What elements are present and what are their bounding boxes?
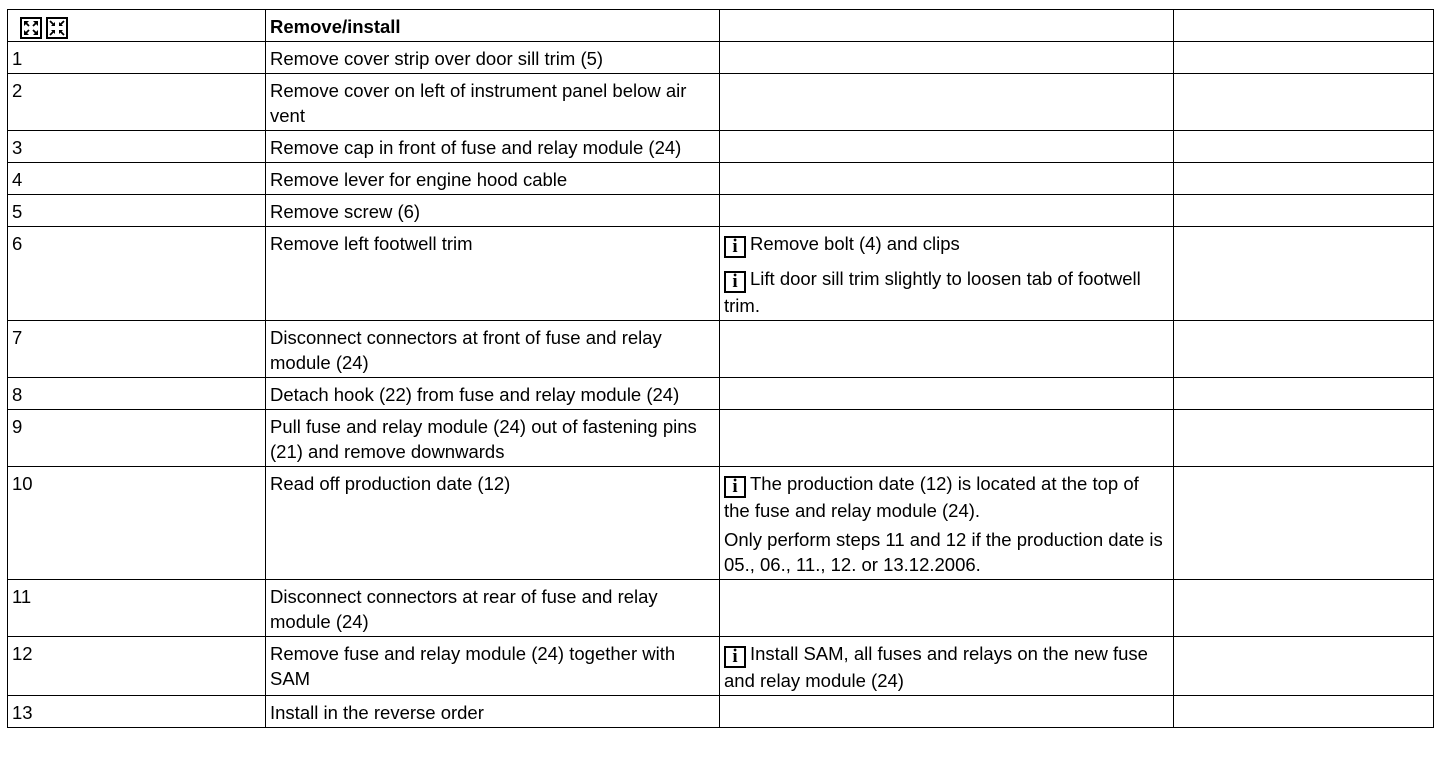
step-number: 9: [8, 410, 266, 467]
step-action: Remove cap in front of fuse and relay module (24): [266, 131, 720, 163]
step-notes: [720, 131, 1174, 163]
procedure-table: [7, 9, 1434, 728]
step-action: Remove screw (6): [266, 195, 720, 227]
empty-cell: [1174, 637, 1434, 696]
step-action: Remove left footwell trim: [266, 227, 720, 321]
step-number: 12: [8, 637, 266, 696]
empty-cell: [1174, 74, 1434, 131]
step-action: Remove lever for engine hood cable: [266, 163, 720, 195]
step-notes: [720, 637, 1174, 696]
step-number: 11: [8, 580, 266, 637]
info-note-text: Remove bolt (4) and clips: [750, 233, 960, 255]
empty-cell: [1174, 163, 1434, 195]
info-note: [724, 471, 1169, 577]
step-notes: [720, 467, 1174, 580]
info-note-text: The production date (12) is located at the top of the fuse and relay module (24).: [724, 473, 1139, 522]
step-number: 1: [8, 42, 266, 74]
table-row: [8, 637, 1434, 696]
info-note: [724, 641, 1169, 693]
step-number: 10: [8, 467, 266, 580]
empty-cell: [1174, 131, 1434, 163]
step-notes: [720, 227, 1174, 321]
step-number: 8: [8, 378, 266, 410]
table-row: [8, 321, 1434, 378]
header-row: [8, 10, 1434, 42]
info-note: [724, 231, 1169, 258]
table-row: [8, 163, 1434, 195]
step-notes: [720, 410, 1174, 467]
info-icon: i: [724, 236, 746, 258]
step-number: 7: [8, 321, 266, 378]
info-note: [724, 266, 1169, 318]
step-action: Remove cover strip over door sill trim (5): [266, 42, 720, 74]
step-notes: [720, 580, 1174, 637]
info-icon: i: [724, 476, 746, 498]
info-note-extra: Only perform steps 11 and 12 if the production date is 05., 06., 11., 12. or 13.12.2006.: [724, 529, 1163, 576]
table-row: [8, 580, 1434, 637]
header-empty-cell: [720, 10, 1174, 42]
empty-cell: [1174, 580, 1434, 637]
step-notes: [720, 74, 1174, 131]
header-empty-cell: [1174, 10, 1434, 42]
empty-cell: [1174, 696, 1434, 728]
table-row: [8, 227, 1434, 321]
step-action: Install in the reverse order: [266, 696, 720, 728]
table-row: [8, 378, 1434, 410]
step-notes: [720, 378, 1174, 410]
empty-cell: [1174, 321, 1434, 378]
collapse-all-icon[interactable]: [46, 17, 68, 39]
table-row: [8, 74, 1434, 131]
step-number: 5: [8, 195, 266, 227]
info-icon: i: [724, 646, 746, 668]
empty-cell: [1174, 410, 1434, 467]
step-notes: [720, 195, 1174, 227]
step-number: 6: [8, 227, 266, 321]
empty-cell: [1174, 227, 1434, 321]
table-row: [8, 410, 1434, 467]
step-action: Pull fuse and relay module (24) out of fastening pins (21) and remove downwards: [266, 410, 720, 467]
empty-cell: [1174, 467, 1434, 580]
step-action: Remove fuse and relay module (24) together with SAM: [266, 637, 720, 696]
empty-cell: [1174, 195, 1434, 227]
step-notes: [720, 42, 1174, 74]
empty-cell: [1174, 378, 1434, 410]
table-row: [8, 467, 1434, 580]
step-number: 13: [8, 696, 266, 728]
step-action: Remove cover on left of instrument panel below air vent: [266, 74, 720, 131]
table-row: [8, 42, 1434, 74]
table-row: [8, 195, 1434, 227]
header-title: Remove/install: [266, 10, 720, 42]
step-action: Disconnect connectors at rear of fuse and relay module (24): [266, 580, 720, 637]
info-icon: i: [724, 271, 746, 293]
step-action: Read off production date (12): [266, 467, 720, 580]
table-row: [8, 696, 1434, 728]
step-number: 3: [8, 131, 266, 163]
info-note-text: Lift door sill trim slightly to loosen tab of footwell trim.: [724, 268, 1141, 317]
step-number: 2: [8, 74, 266, 131]
step-notes: [720, 696, 1174, 728]
info-note-text: Install SAM, all fuses and relays on the new fuse and relay module (24): [724, 643, 1148, 692]
step-action: Detach hook (22) from fuse and relay module (24): [266, 378, 720, 410]
table-row: [8, 131, 1434, 163]
step-notes: [720, 321, 1174, 378]
empty-cell: [1174, 42, 1434, 74]
procedure-document: [7, 9, 1434, 728]
step-action: Disconnect connectors at front of fuse and relay module (24): [266, 321, 720, 378]
step-number: 4: [8, 163, 266, 195]
expand-all-icon[interactable]: [20, 17, 42, 39]
header-icons-cell: [8, 10, 266, 42]
step-notes: [720, 163, 1174, 195]
